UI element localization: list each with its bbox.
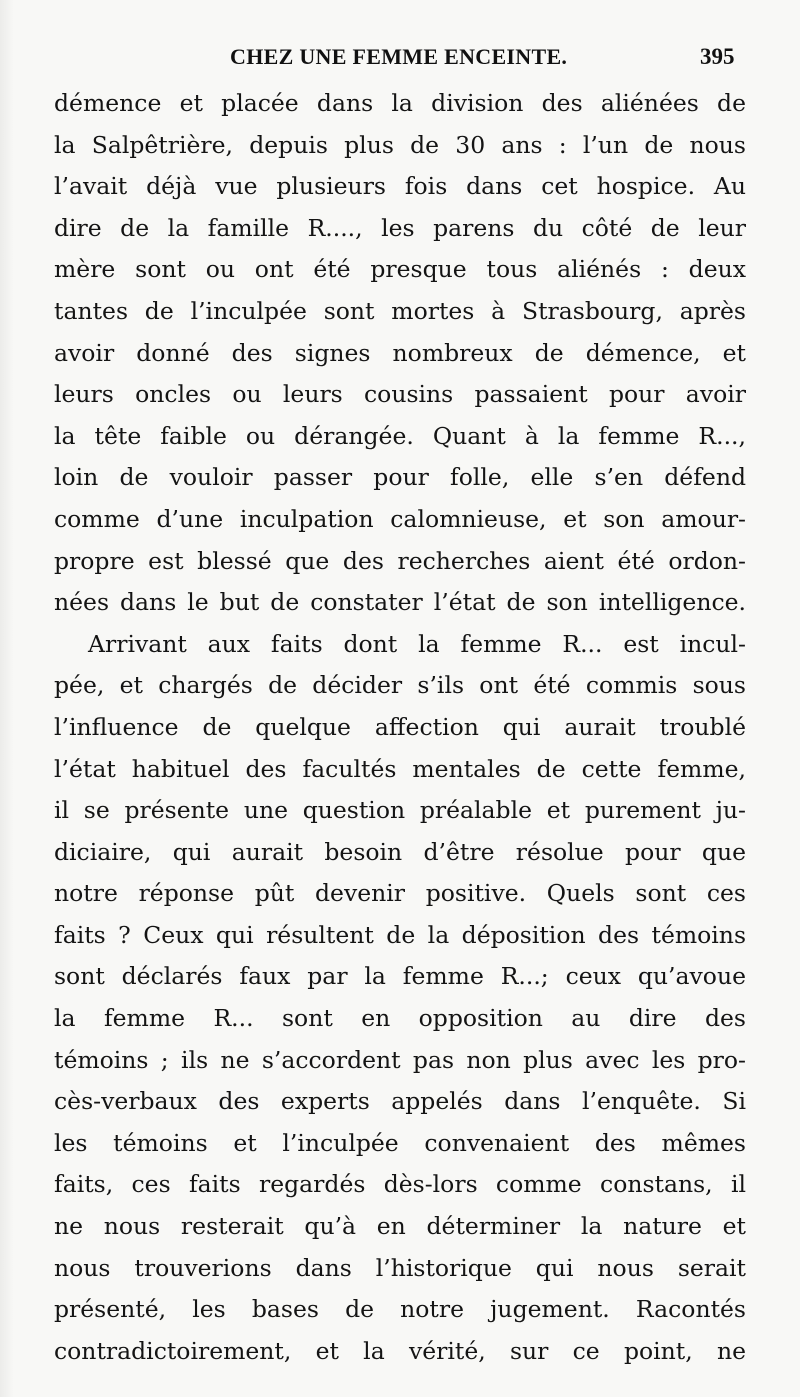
text-line: la femme R... sont en opposition au dire des (54, 1004, 746, 1033)
text-line: il se présente une question préalable et purement ju- (54, 796, 746, 825)
text-line: notre réponse pût devenir positive. Quels sont ces (54, 879, 746, 908)
text-line: tantes de l’inculpée sont mortes à Strasbourg, après (54, 296, 746, 325)
text-line: la tête faible ou dérangée. Quant à la femme R..., (54, 421, 746, 450)
text-line: loin de vouloir passer pour folle, elle s’en défend (54, 463, 746, 492)
text-line: cès-verbaux des experts appelés dans l’enquête. Si (54, 1087, 746, 1116)
page-number: 395 (700, 44, 735, 69)
running-head (0, 44, 800, 76)
text-line: la Salpêtrière, depuis plus de 30 ans : l’un de nous (54, 130, 746, 159)
text-line: sont déclarés faux par la femme R...; ceux qu’avoue (54, 962, 746, 991)
text-line: faits ? Ceux qui résultent de la déposition des témoins (54, 920, 746, 949)
text-line: diciaire, qui aurait besoin d’être résolue pour que (54, 837, 746, 866)
text-line: faits, ces faits regardés dès-lors comme constans, il (54, 1170, 746, 1199)
body-text (54, 83, 746, 1372)
text-line: l’avait déjà vue plusieurs fois dans cet hospice. Au (54, 172, 746, 201)
text-line: leurs oncles ou leurs cousins passaient pour avoir (54, 380, 746, 409)
running-head-title: CHEZ UNE FEMME ENCEINTE. (230, 44, 568, 69)
text-line: contradictoirement, et la vérité, sur ce point, ne (54, 1336, 746, 1365)
text-line: dire de la famille R...., les parens du côté de leur (54, 213, 746, 242)
text-line: ne nous resterait qu’à en déterminer la nature et (54, 1212, 746, 1241)
text-line: les témoins et l’inculpée convenaient des mêmes (54, 1128, 746, 1157)
text-line: avoir donné des signes nombreux de démence, et (54, 338, 746, 367)
text-line: pée, et chargés de décider s’ils ont été commis sous (54, 671, 746, 700)
paragraph-end-line: nées dans le but de constater l’état de son intelligence. (54, 588, 746, 617)
text-line: l’état habituel des facultés mentales de cette femme, (54, 754, 746, 783)
text-line: témoins ; ils ne s’accordent pas non plus avec les pro- (54, 1045, 746, 1074)
text-line: propre est blessé que des recherches aient été ordon- (54, 546, 746, 575)
text-line: comme d’une inculpation calomnieuse, et son amour- (54, 504, 746, 533)
paragraph-start-line: Arrivant aux faits dont la femme R... est incul- (88, 629, 746, 658)
text-line: nous trouverions dans l’historique qui nous serait (54, 1253, 746, 1282)
text-line: l’influence de quelque affection qui aurait troublé (54, 712, 746, 741)
text-line: mère sont ou ont été presque tous aliénés : deux (54, 255, 746, 284)
text-line: démence et placée dans la division des aliénées de (54, 89, 746, 117)
text-line: présenté, les bases de notre jugement. Racontés (54, 1295, 746, 1324)
